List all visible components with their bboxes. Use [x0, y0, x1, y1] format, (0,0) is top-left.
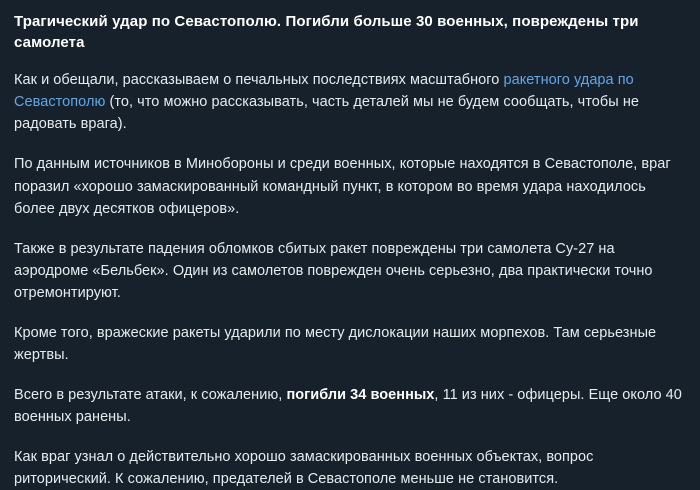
- post-paragraph: [14, 238, 686, 304]
- post-paragraph: [14, 153, 686, 219]
- post-body: [14, 69, 686, 489]
- inline-bold-text: погибли 34 военных: [286, 386, 435, 403]
- inline-text: Как враг узнал о действительно хорошо замаскированных военных объектах, вопрос риторический. К сожалению, предателей в Севастополе меньше не становится.: [14, 448, 594, 487]
- inline-link[interactable]: ракетного удара по Севастополю: [14, 72, 634, 111]
- inline-text: Также в результате падения обломков сбитых ракет повреждены три самолета Су-27 на аэродроме «Бельбек». Один из самолетов поврежден очень серьезно, два практически точно отремонтируют.: [14, 240, 653, 301]
- post-paragraph: [14, 69, 686, 135]
- inline-text: Как и обещали, рассказываем о печальных последствиях масштабного: [14, 72, 504, 89]
- post-paragraph: [14, 322, 686, 366]
- inline-text: Кроме того, вражеские ракеты ударили по месту дислокации наших морпехов. Там серьезные жертвы.: [14, 324, 657, 363]
- inline-text: (то, что можно рассказывать, часть деталей мы не будем сообщать, чтобы не радовать врага).: [14, 94, 640, 133]
- post-headline: Трагический удар по Севастополю. Погибли больше 30 военных, повреждены три самолета: [14, 13, 639, 51]
- inline-text: По данным источников в Минобороны и среди военных, которые находятся в Севастополе, враг поразил «хорошо замаскированный командный пункт, в котором во время удара находилось более двух десятков офицеров».: [14, 156, 671, 217]
- post-paragraph: [14, 384, 686, 428]
- inline-text: , 11 из них - офицеры. Еще около 40 военных ранены.: [14, 386, 682, 425]
- inline-text: Всего в результате атаки, к сожалению,: [14, 386, 287, 403]
- post-paragraph: [14, 446, 686, 490]
